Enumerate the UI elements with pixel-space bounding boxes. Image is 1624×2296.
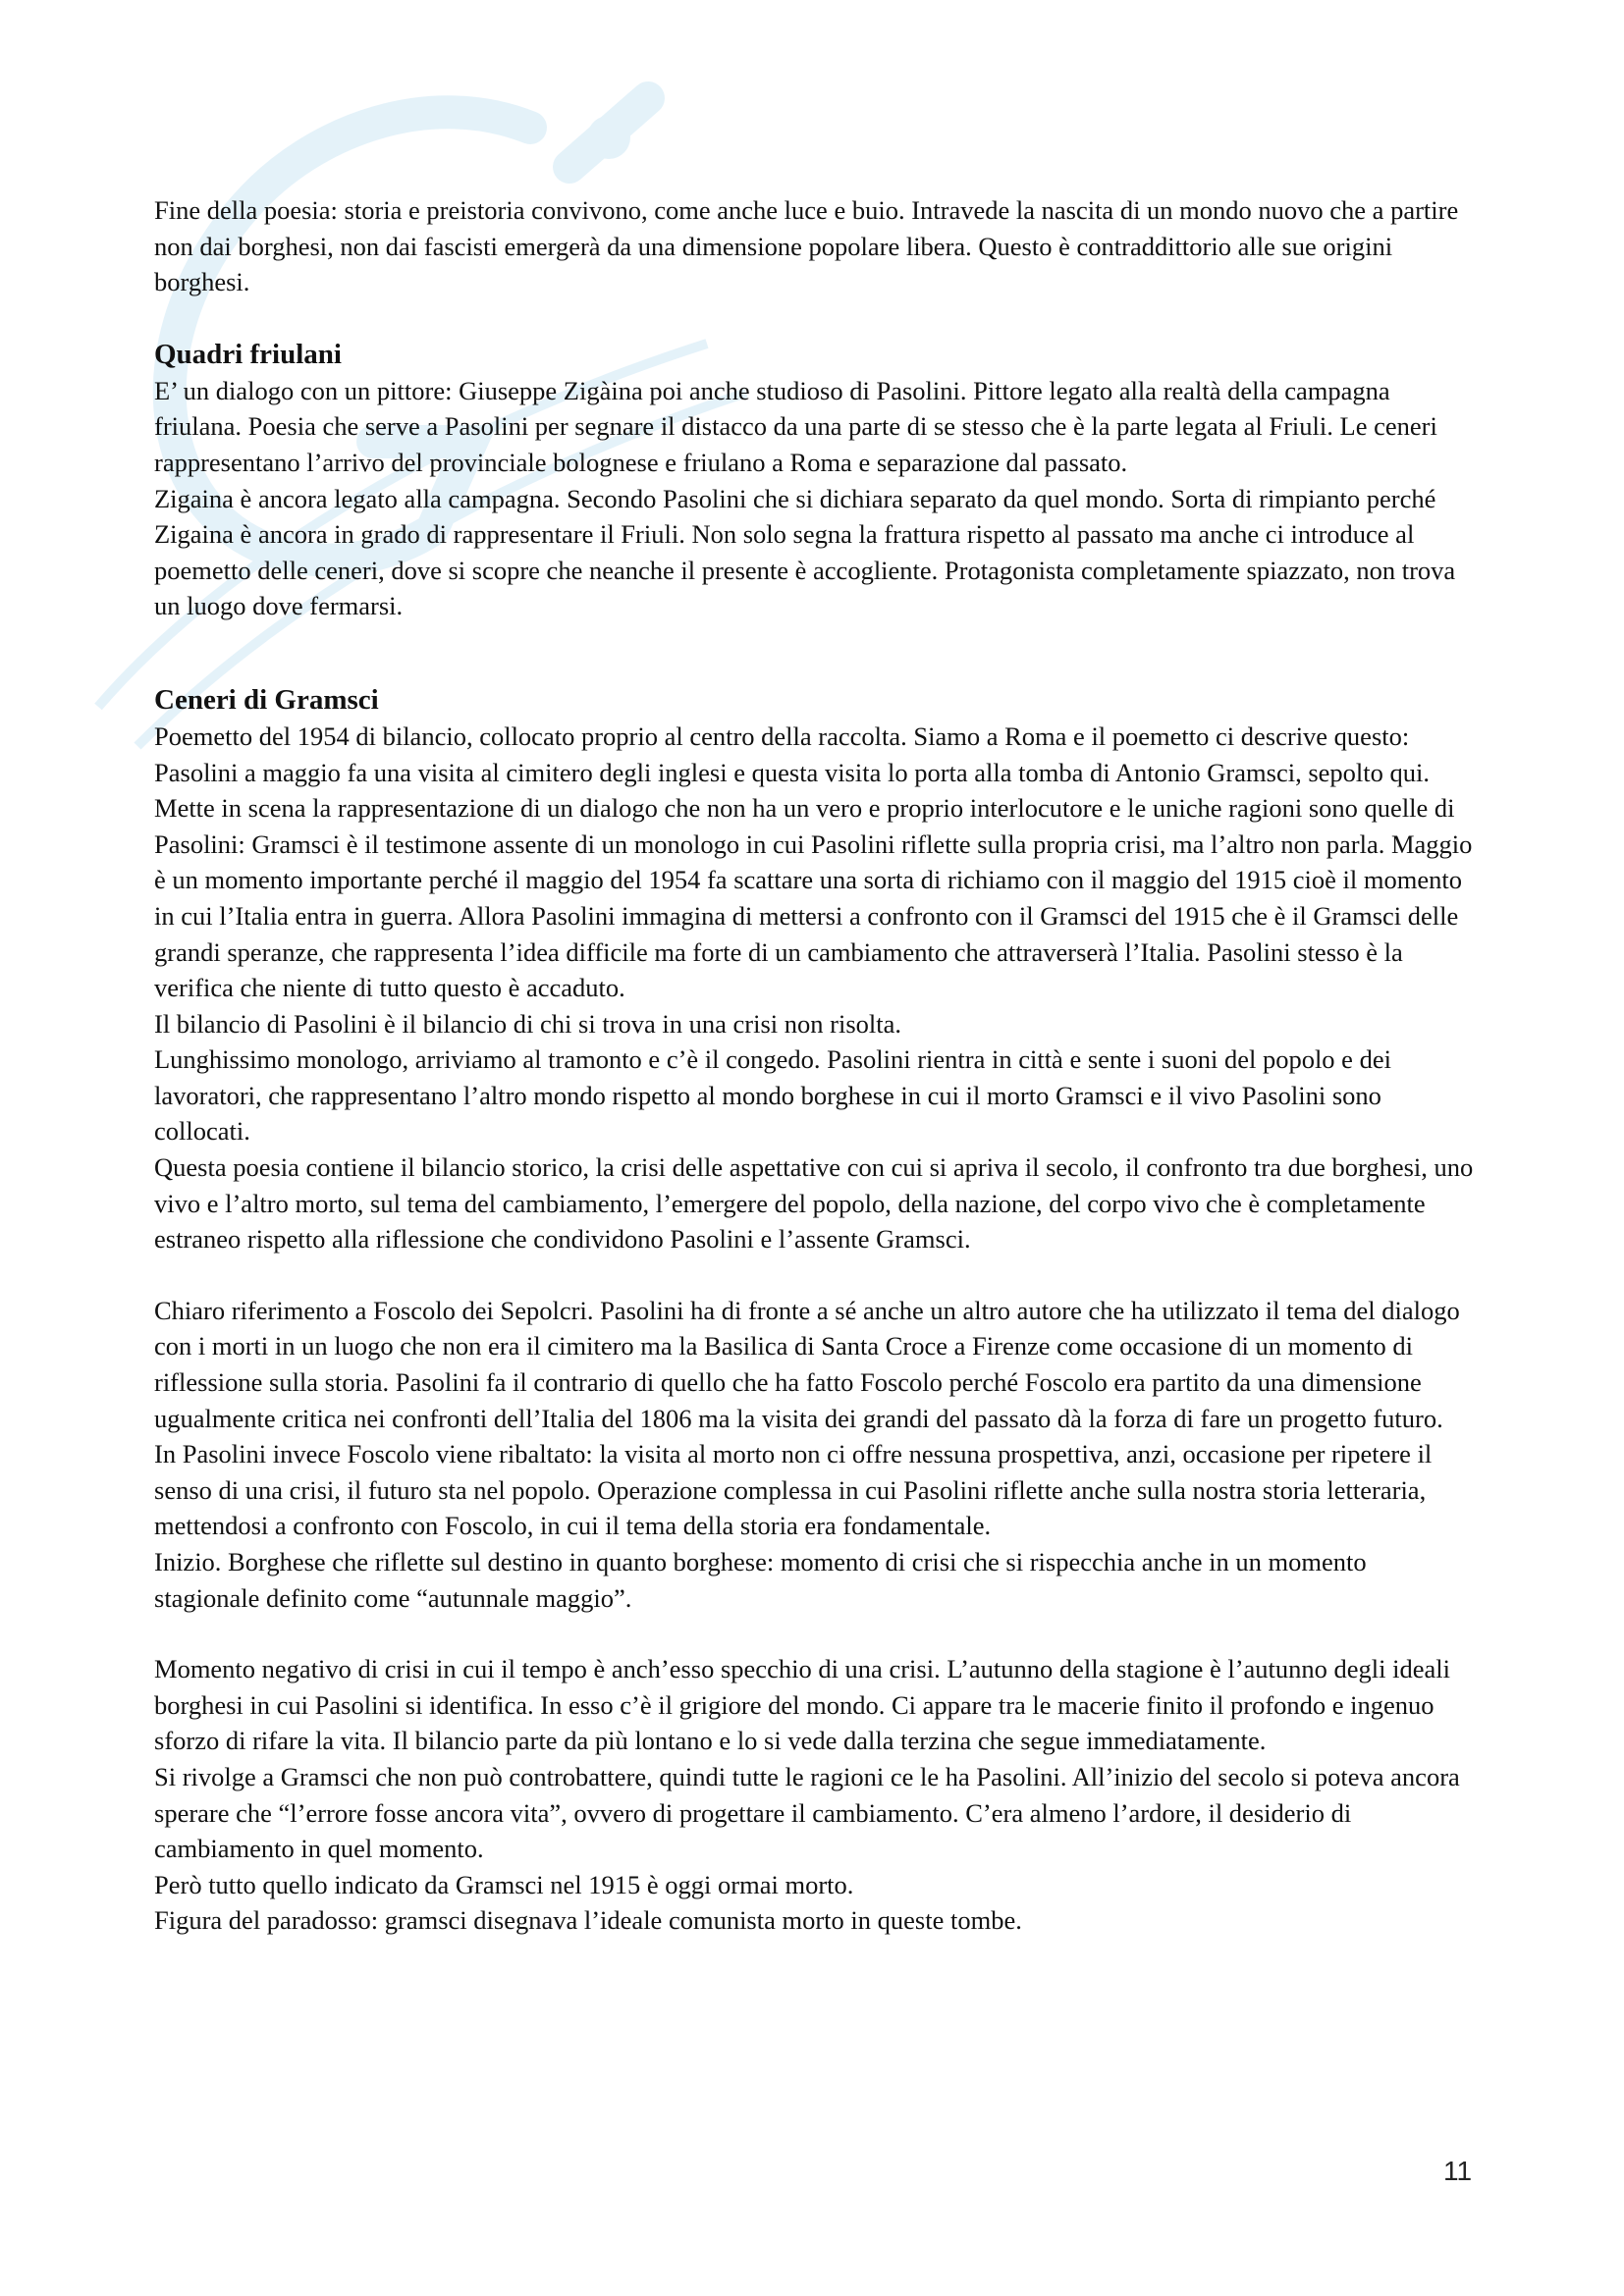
paragraph: Lunghissimo monologo, arriviamo al tramonto e c’è il congedo. Pasolini rientra in città e sente i suoni del popolo e dei lavoratori, che rappresentano l’altro mondo rispetto al mondo borghese in cui il morto Gramsci e il vivo Pasolini sono collocati.: [154, 1044, 1391, 1147]
paragraph-gap: [154, 300, 1475, 336]
paragraph: Poemetto del 1954 di bilancio, collocato proprio al centro della raccolta. Siamo a Roma e il poemetto ci descrive questo: Pasolini a maggio fa una visita al cimitero degli inglesi e questa visita lo porta alla tomba di Antonio Gramsci, sepolto qui. Mette in scena la rappresentazione di un dialogo che non ha un vero e proprio interlocutore e le uniche ragioni sono quelle di Pasolini: Gramsci è il testimone assente di un monologo in cui Pasolini riflette sulla propria crisi, ma l’altro non parla. Maggio è un momento importante perché il maggio del 1954 fa scattare una sorta di richiamo con il maggio del 1915 cioè il momento in cui l’Italia entra in guerra. Allora Pasolini immagina di mettersi a confronto con il Gramsci del 1915 che è il Gramsci delle grandi speranze, che rappresenta l’idea difficile ma forte di un cambiamento che attraverserà l’Italia. Pasolini stesso è la verifica che niente di tutto questo è accaduto.: [154, 721, 1473, 1003]
paragraph: Momento negativo di crisi in cui il tempo è anch’esso specchio di una crisi. L’autunno della stagione è l’autunno degli ideali borghesi in cui Pasolini si identifica. In esso c’è il grigiore del mondo. Ci appare tra le macerie finito il profondo e ingenuo sforzo di rifare la vita. Il bilancio parte da più lontano e lo si vede dalla terzina che segue immediatamente.: [154, 1654, 1451, 1756]
section-heading: Ceneri di Gramsci: [154, 683, 379, 716]
paragraph: Chiaro riferimento a Foscolo dei Sepolcri. Pasolini ha di fronte a sé anche un altro autore che ha utilizzato il tema del dialogo con i morti in un luogo che non era il cimitero ma la Basilica di Santa Croce a Firenze come occasione di un momento di riflessione sulla storia. Pasolini fa il contrario di quello che ha fatto Foscolo perché Foscolo era partito da una dimensione ugualmente critica nei confronti dell’Italia del 1806 ma la visita dei grandi del passato dà la forza di fare un progetto futuro.: [154, 1295, 1460, 1433]
page-number: 11: [1443, 2156, 1473, 2186]
paragraph: Zigaina è ancora legato alla campagna. Secondo Pasolini che si dichiara separato da quel mondo. Sorta di rimpianto perché Zigaina è ancora in grado di rappresentare il Friuli. Non solo segna la frattura rispetto al passato ma anche ci introduce al poemetto delle ceneri, dove si scopre che neanche il presente è accogliente. Protagonista completamente spiazzato, non trova un luogo dove fermarsi.: [154, 483, 1456, 621]
paragraph: In Pasolini invece Foscolo viene ribaltato: la visita al morto non ci offre nessuna prospettiva, anzi, occasione per ripetere il senso di una crisi, il futuro sta nel popolo. Operazione complessa in cui Pasolini riflette anche sulla nostra storia letteraria, mettendosi a confronto con Foscolo, in cui il tema della storia era fondamentale.: [154, 1439, 1433, 1541]
section-heading: Quadri friulani: [154, 338, 342, 370]
paragraph-gap: [154, 1616, 1475, 1651]
paragraph: Questa poesia contiene il bilancio storico, la crisi delle aspettative con cui si apriva il secolo, il confronto tra due borghesi, uno vivo e l’altro morto, sul tema del cambiamento, l’emergere del popolo, della nazione, del corpo vivo che è completamente estraneo rispetto alla riflessione che condividono Pasolini e l’assente Gramsci.: [154, 1152, 1474, 1255]
paragraph: Si rivolge a Gramsci che non può controbattere, quindi tutte le ragioni ce le ha Pasolini. All’inizio del secolo si poteva ancora sperare che “l’errore fosse ancora vita”, ovvero di progettare il cambiamento. C’era almeno l’ardore, il desiderio di cambiamento in quel momento.: [154, 1761, 1460, 1864]
paragraph-gap: [154, 624, 1475, 681]
paragraph-gap: [154, 1257, 1475, 1293]
paragraph: Inizio. Borghese che riflette sul destino in quanto borghese: momento di crisi che si rispecchia anche in un momento stagionale definito come “autunnale maggio”.: [154, 1547, 1367, 1613]
paragraph: Figura del paradosso: gramsci disegnava l’ideale comunista morto in queste tombe.: [154, 1905, 1022, 1936]
paragraph: E’ un dialogo con un pittore: Giuseppe Zigàina poi anche studioso di Pasolini. Pittore legato alla realtà della campagna friulana. Poesia che serve a Pasolini per segnare il distacco da una parte di se stesso che è la parte legata al Friuli. Le ceneri rappresentano l’arrivo del provinciale bolognese e friulano a Roma e separazione dal passato.: [154, 375, 1437, 477]
document-body: [154, 192, 1475, 1939]
paragraph: Il bilancio di Pasolini è il bilancio di chi si trova in una crisi non risolta.: [154, 1008, 902, 1039]
paragraph: Fine della poesia: storia e preistoria convivono, come anche luce e buio. Intravede la nascita di un mondo nuovo che a partire non dai borghesi, non dai fascisti emergerà da una dimensione popolare libera. Questo è contraddittorio alle sue origini borghesi.: [154, 195, 1459, 297]
paragraph: Però tutto quello indicato da Gramsci nel 1915 è oggi ormai morto.: [154, 1869, 854, 1899]
